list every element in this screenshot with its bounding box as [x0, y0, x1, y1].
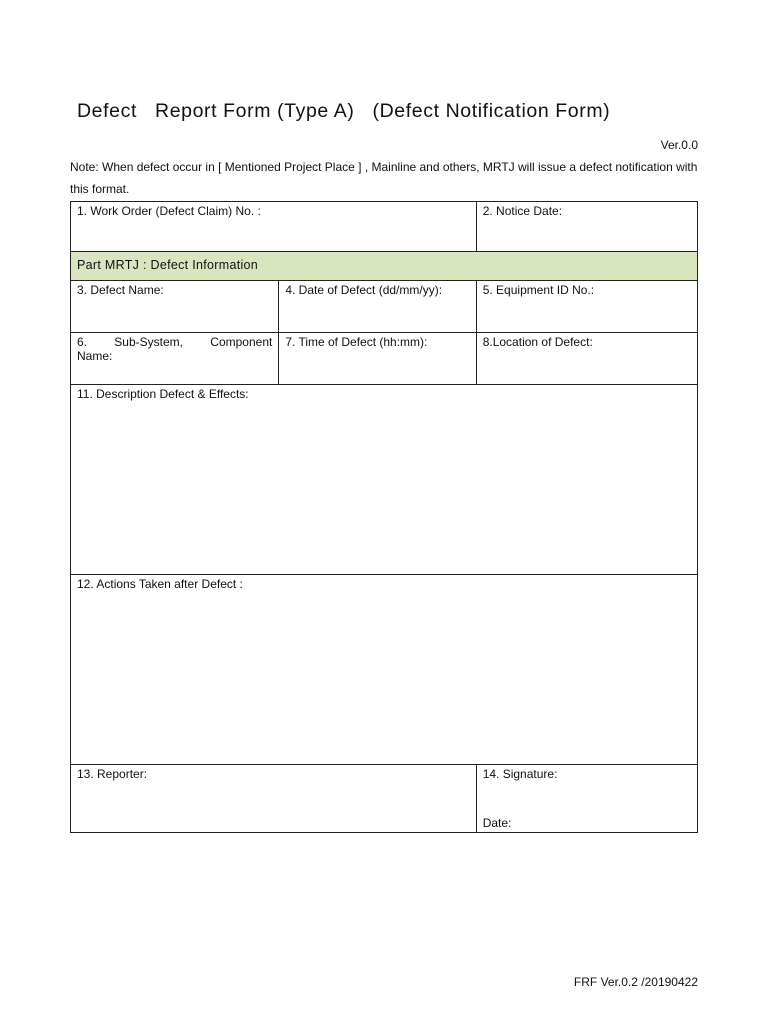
equipment-id-field[interactable] [476, 281, 697, 332]
signature-label: 14. Signature: [482, 767, 558, 781]
section-header-defect-information: Part MRTJ : Defect Information [70, 252, 698, 281]
version-label: Ver.0.0 [660, 138, 698, 152]
work-order-label: 1. Work Order (Defect Claim) No. : [77, 204, 261, 218]
time-of-defect-field[interactable] [278, 333, 475, 384]
date-label: Date: [482, 816, 512, 830]
form-title: Defect Report Form (Type A) (Defect Notification Form) [77, 100, 611, 122]
defect-form [70, 201, 698, 833]
notice-date-label: 2. Notice Date: [482, 204, 563, 218]
equipment-id-label: 5. Equipment ID No.: [482, 283, 595, 297]
date-of-defect-label: 4. Date of Defect (dd/mm/yy): [285, 283, 443, 297]
form-row-4 [70, 333, 698, 385]
form-row-actions [70, 575, 698, 765]
notice-date-field[interactable] [476, 202, 697, 251]
defect-name-field[interactable] [71, 281, 278, 332]
note-text: Note: When defect occur in [ Mentioned Project Place ] , Mainline and others, MRTJ will issue a defect notification with this format. [70, 160, 698, 196]
location-field[interactable] [476, 333, 697, 384]
subsystem-label-line1: 6. Sub-System, Component [77, 335, 273, 349]
reporter-label: 13. Reporter: [77, 767, 148, 781]
actions-field[interactable] [71, 575, 697, 764]
work-order-field[interactable] [71, 202, 476, 251]
footer-version: FRF Ver.0.2 /20190422 [573, 975, 698, 989]
subsystem-label-line2: Name: [77, 349, 113, 363]
time-of-defect-label: 7. Time of Defect (hh:mm): [285, 335, 428, 349]
signature-field[interactable] [476, 765, 697, 832]
subsystem-component-field[interactable] [71, 333, 278, 384]
form-row-3 [70, 281, 698, 333]
form-row-description [70, 385, 698, 575]
date-of-defect-field[interactable] [278, 281, 475, 332]
form-row-reporter [70, 765, 698, 833]
description-label: 11. Description Defect & Effects: [77, 387, 249, 401]
defect-name-label: 3. Defect Name: [77, 283, 164, 297]
actions-label: 12. Actions Taken after Defect : [77, 577, 243, 591]
description-field[interactable] [71, 385, 697, 574]
reporter-field[interactable] [71, 765, 476, 832]
location-label: 8.Location of Defect: [482, 335, 593, 349]
form-row-1 [70, 201, 698, 252]
